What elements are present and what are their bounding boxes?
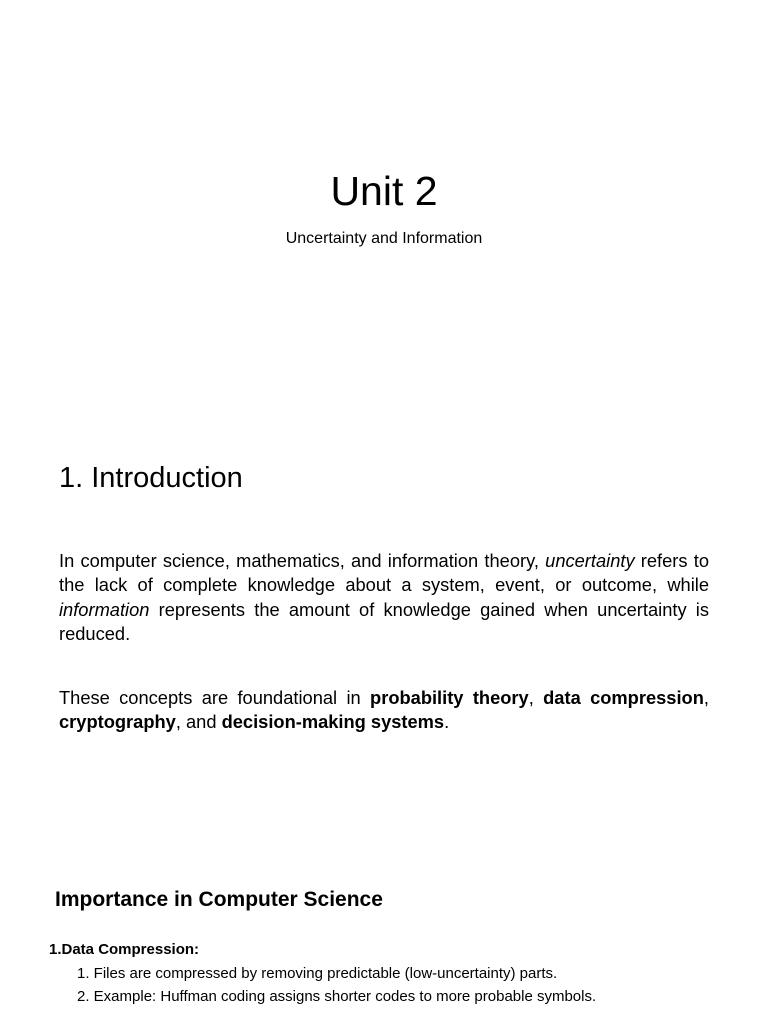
- term-probability-theory: probability theory: [370, 687, 529, 708]
- text-span: refers to the lack of complete knowledge about a system, event, or outcome, while: [59, 550, 709, 596]
- list-item-title: 1.Data Compression:: [49, 941, 200, 958]
- importance-heading: Importance in Computer Science: [55, 888, 383, 911]
- sub-list-item: 1. Files are compressed by removing predictable (low-uncertainty) parts.: [77, 965, 558, 982]
- term-information: information: [59, 598, 150, 620]
- intro-paragraph-2: [59, 686, 709, 735]
- term-data-compression: data compression: [543, 687, 704, 708]
- text-span: These concepts are foundational in: [59, 687, 371, 708]
- text-span: , and: [175, 711, 222, 733]
- section-heading-introduction: 1. Introduction: [59, 462, 243, 494]
- term-cryptography: cryptography: [59, 711, 176, 733]
- intro-paragraph-1: [59, 549, 709, 646]
- page-subtitle: Uncertainty and Information: [285, 230, 483, 247]
- text-span: .: [444, 711, 450, 733]
- term-uncertainty: uncertainty: [545, 550, 635, 571]
- sub-list-item: 2. Example: Huffman coding assigns shorter codes to more probable symbols.: [77, 988, 597, 1005]
- sub-list: [77, 962, 596, 1008]
- text-span: represents the amount of knowledge gained when uncertainty is reduced.: [59, 598, 709, 644]
- text-span: ,: [703, 687, 709, 708]
- text-span: In computer science, mathematics, and information theory,: [59, 550, 546, 571]
- text-span: ,: [528, 687, 544, 708]
- term-decision-making-systems: decision-making systems: [221, 711, 445, 733]
- page-title: Unit 2: [330, 168, 438, 214]
